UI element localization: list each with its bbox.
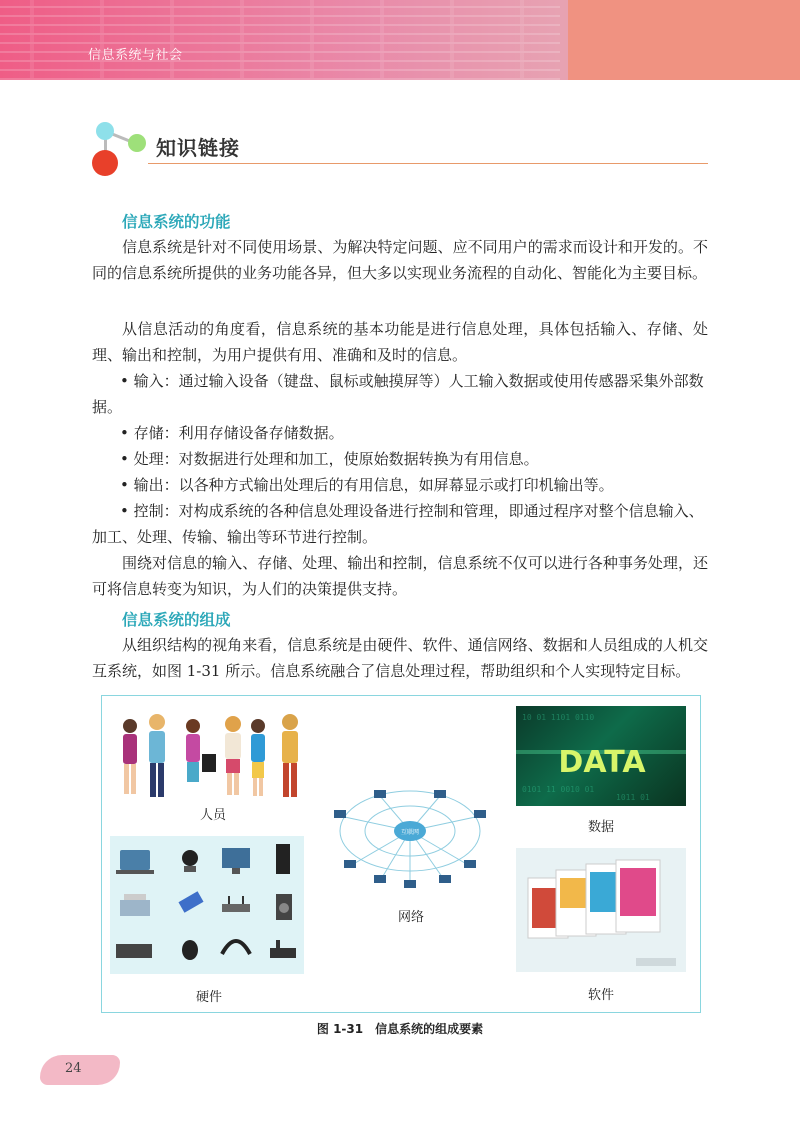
knowledge-link-rule: [148, 163, 708, 164]
bullet-input: • 输入：通过输入设备（键盘、鼠标或触摸屏等）人工输入数据或使用传感器采集外部数据。: [92, 372, 704, 416]
bullet-output: • 输出：以各种方式输出处理后的有用信息，如屏幕显示或打印机输出等。: [120, 476, 614, 494]
data-word: DATA: [558, 745, 646, 780]
bullet-processing: • 处理：对数据进行处理和加工，使原始数据转换为有用信息。: [120, 450, 539, 468]
bullet-control: • 控制：对构成系统的各种信息处理设备进行控制和管理，即通过程序对整个信息输入、加工、处理、传输、输出等环节进行控制。: [92, 502, 704, 546]
network-hub-label: 互联网: [400, 829, 420, 836]
molecule-dot-icon: [92, 150, 118, 176]
functions-paragraph-2: 从信息活动的角度看，信息系统的基本功能是进行信息处理，具体包括输入、存储、处理、输出和控制，为用户提供有用、准确和及时的信息。: [92, 320, 708, 364]
label-network: 网络: [398, 910, 425, 925]
header-accent-block: [568, 0, 800, 80]
svg-text:10 01 1101 0110: 10 01 1101 0110: [522, 713, 595, 722]
figure-1-31: [101, 695, 701, 1013]
svg-text:1011 01: 1011 01: [616, 793, 650, 802]
label-software: 软件: [588, 988, 615, 1003]
molecule-dot-icon: [96, 122, 114, 140]
figure-caption: 图 1-31 信息系统的组成要素: [316, 1022, 484, 1036]
composition-paragraph-1: 从组织结构的视角来看，信息系统是由硬件、软件、通信网络、数据和人员组成的人机交互系统，如图 1-31 所示。信息系统融合了信息处理过程，帮助组织和个人实现特定目标。: [92, 636, 708, 680]
software-illustration: [516, 848, 686, 972]
knowledge-link-label: 知识链接: [156, 136, 240, 160]
people-illustration: [110, 704, 310, 800]
hardware-illustration: [110, 836, 304, 974]
label-hardware: 硬件: [196, 990, 223, 1005]
data-illustration: [516, 706, 686, 806]
section-title-composition: 信息系统的组成: [122, 611, 231, 629]
page-number: 24: [65, 1061, 82, 1076]
bullet-storage: • 存储：利用存储设备存储数据。: [120, 424, 344, 442]
knowledge-link-banner: [92, 120, 708, 170]
section-title-functions: 信息系统的功能: [122, 213, 231, 231]
functions-paragraph-3: 围绕对信息的输入、存储、处理、输出和控制，信息系统不仅可以进行各种事务处理，还可将信息转变为知识，为人们的决策提供支持。: [92, 554, 708, 598]
network-illustration: [320, 776, 500, 896]
label-people: 人员: [200, 808, 227, 823]
molecule-dot-icon: [128, 134, 146, 152]
header-pattern: [0, 0, 560, 80]
label-data: 数据: [588, 820, 615, 835]
running-title: 信息系统与社会: [88, 48, 183, 63]
svg-text:0101 11 0010 01: 0101 11 0010 01: [522, 785, 595, 794]
functions-paragraph-1: 信息系统是针对不同使用场景、为解决特定问题、应不同用户的需求而设计和开发的。不同的信息系统所提供的业务功能各异，但大多以实现业务流程的自动化、智能化为主要目标。: [92, 238, 708, 282]
page-number-badge: [40, 1055, 120, 1085]
page-header: [0, 0, 800, 80]
